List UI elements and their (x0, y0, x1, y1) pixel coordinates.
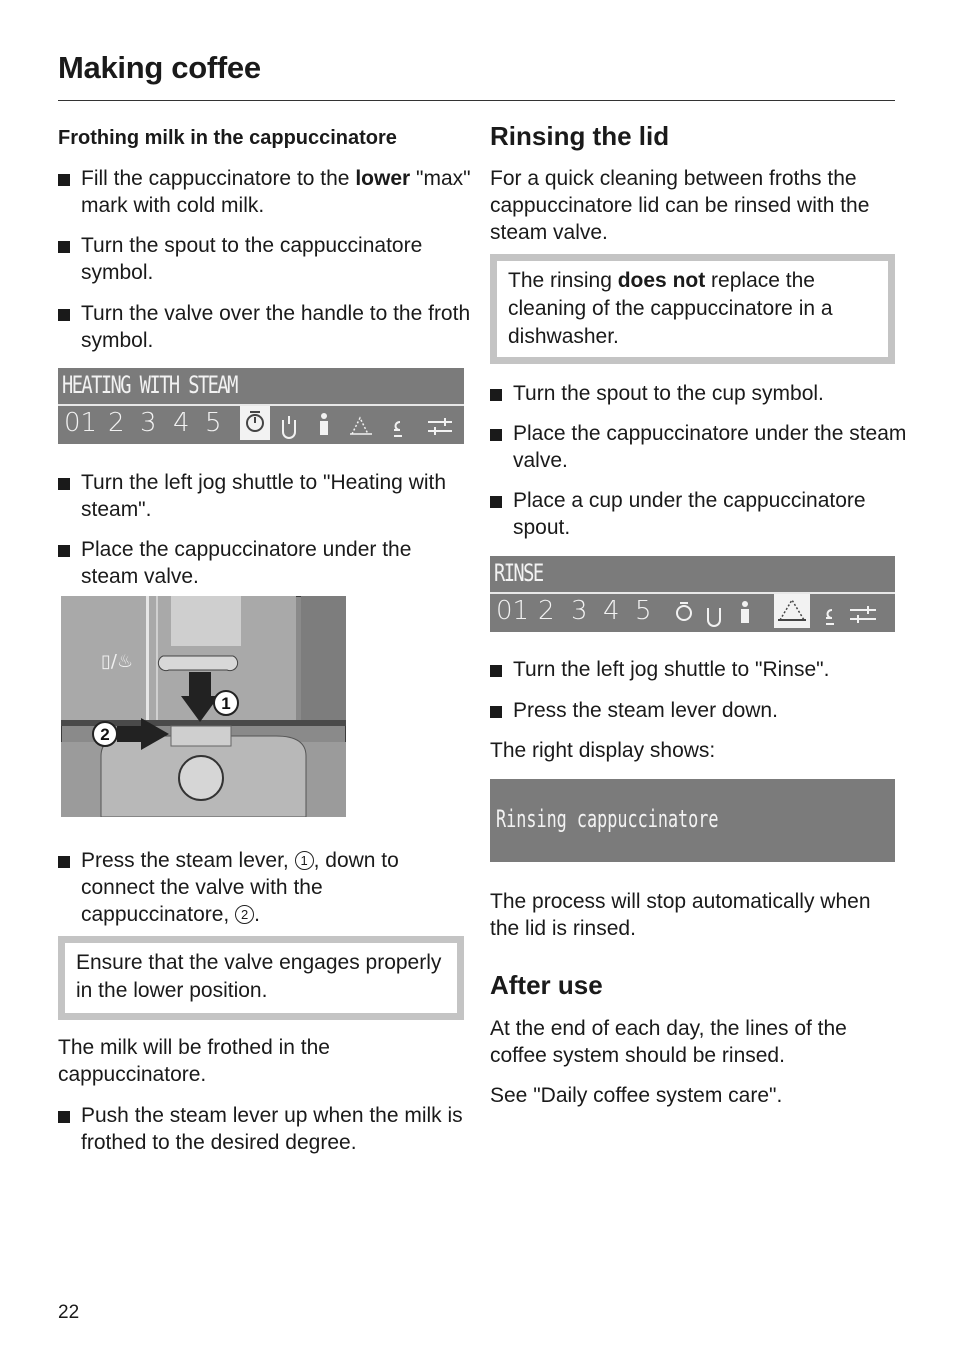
para-right-display: The right display shows: (490, 739, 716, 762)
display-digit: 3 (140, 408, 157, 438)
note-rinsing-not-replace: The rinsing does not replace the cleaning of the cappuccinatore in a dishwasher. (490, 254, 895, 364)
para-end-of-day: At the end of each day, the lines of the coffee system should be rinsed. (490, 1017, 847, 1067)
bullet-place-under-valve: Place the cappuccinatore under the steam valve. (490, 420, 913, 474)
display-message: Rinsing cappuccinatore (496, 805, 719, 833)
title-divider (58, 100, 895, 101)
circled-number: 2 (235, 905, 254, 924)
display-symbols-icon (670, 598, 760, 628)
bullet-spout-cup: Turn the spout to the cup symbol. (490, 380, 913, 407)
steam-timer-icon-highlighted (240, 406, 270, 440)
display-rinse (490, 556, 895, 632)
para-process-stop: The process will stop automatically when the lid is rinsed. (490, 890, 871, 940)
bullet-jog-rinse: Turn the left jog shuttle to "Rinse". (490, 656, 913, 683)
circled-number: 1 (295, 851, 314, 870)
display-title: HEATING WITH STEAM (62, 371, 237, 399)
illus-symbol: ▯/♨ (101, 651, 134, 672)
bullet-press-lever: Press the steam lever, 1 , down to connect the valve with the cappuccinatore, 2 . (58, 847, 471, 928)
display-digit: 3 (571, 596, 588, 626)
para-quick-cleaning: For a quick cleaning between froths the cappuccinatore lid can be rinsed with the steam valve. (490, 167, 870, 244)
note-valve-engages: Ensure that the valve engages properly in the lower position. (58, 936, 464, 1020)
display-heating-with-steam (58, 368, 464, 444)
display-digit: 5 (205, 408, 222, 438)
bullet-spout: Turn the spout to the cappuccinatore symbol. (58, 232, 471, 286)
display-digit: 2 (538, 596, 555, 626)
display-digit: 5 (635, 596, 652, 626)
subheading-frothing: Frothing milk in the cappuccinatore (58, 127, 397, 149)
display-symbols-icon (280, 410, 460, 440)
steam-lever-illustration (61, 596, 346, 817)
bullet-fill: Fill the cappuccinatore to the lower "max" mark with cold milk. (58, 165, 471, 219)
display-rinsing-cappuccinatore (490, 779, 895, 862)
heading-after-use: After use (490, 970, 603, 1000)
bullet-push-lever: Push the steam lever up when the milk is frothed to the desired degree. (58, 1102, 481, 1156)
display-digit: 2 (108, 408, 125, 438)
heading-rinsing-lid: Rinsing the lid (490, 121, 670, 151)
display-symbols-icon (818, 598, 893, 628)
rinse-icon-highlighted (774, 594, 810, 628)
bullet-place-cappuccinatore: Place the cappuccinatore under the steam valve. (58, 536, 471, 590)
page-number: 22 (58, 1302, 80, 1323)
illus-label-2: 2 (100, 725, 110, 744)
bullet-valve: Turn the valve over the handle to the froth symbol. (58, 300, 471, 354)
display-title: RINSE (494, 559, 543, 587)
para-milk-frothed: The milk will be frothed in the cappuccinatore. (58, 1036, 330, 1086)
bullet-press-lever-down: Press the steam lever down. (490, 697, 913, 724)
display-digit: 4 (173, 408, 190, 438)
bullet-jog-heating: Turn the left jog shuttle to "Heating with steam". (58, 469, 471, 523)
display-digit: 01 (64, 408, 98, 438)
page-title: Making coffee (58, 50, 261, 85)
illus-label-1: 1 (221, 694, 231, 713)
para-see-daily-care: See "Daily coffee system care". (490, 1084, 783, 1107)
display-digit: 01 (496, 596, 530, 626)
bullet-place-cup: Place a cup under the cappuccinatore spout. (490, 487, 913, 541)
display-digit: 4 (603, 596, 620, 626)
